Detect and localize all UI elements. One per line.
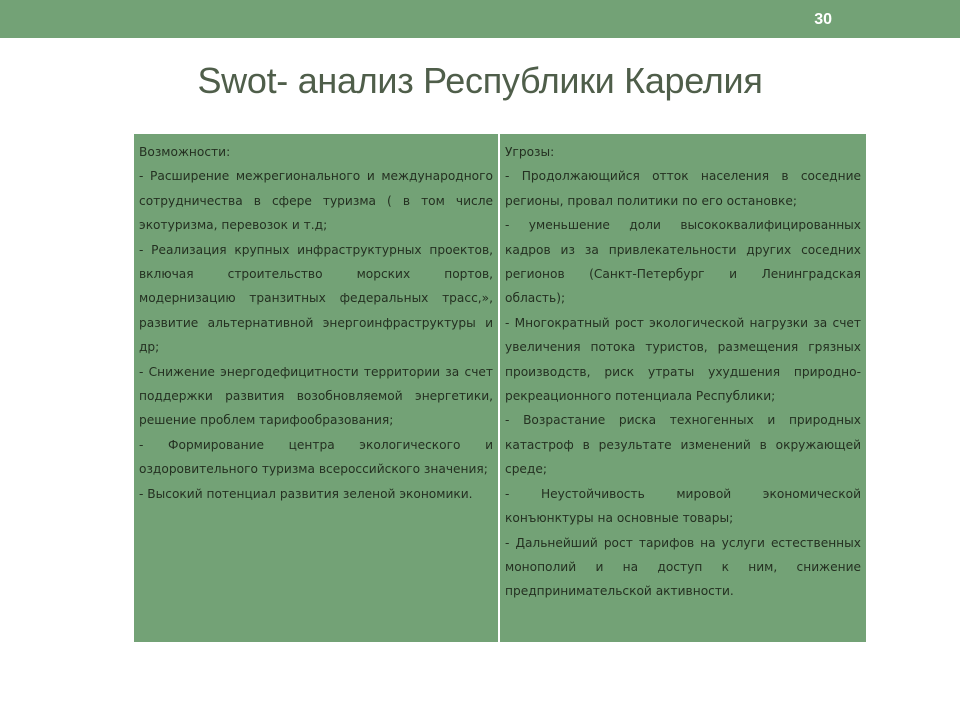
opportunity-item: - Снижение энергодефицитности территории за счет поддержки развития возобновляемой энергетики, решение проблем тарифообразования; [139, 364, 493, 428]
threat-item: - Возрастание риска техногенных и природных катастроф в результате изменений в окружающей среде; [505, 413, 861, 477]
threat-item: - Многократный рост экологической нагрузки за счет увеличения потока туристов, размещения грязных производств, риск утраты ухудшения природно-рекреационного потенциала Республики; [505, 315, 861, 404]
opportunity-item: - Высокий потенциал развития зеленой экономики. [139, 486, 473, 501]
opportunity-item: - Формирование центра экологического и оздоровительного туризма всероссийского значения; [139, 437, 493, 477]
threats-column [500, 134, 866, 642]
threat-item: - Неустойчивость мировой экономической конъюнктуры на основные товары; [505, 486, 861, 526]
threat-item: - Дальнейший рост тарифов на услуги естественных монополий и на доступ к ним, снижение предпринимательской активности. [505, 535, 861, 599]
opportunity-item: - Расширение межрегионального и международного сотрудничества в сфере туризма ( в том числе экотуризма, перевозок и т.д; [139, 169, 493, 233]
opportunities-heading: Возможности: [139, 145, 231, 159]
swot-table [133, 133, 867, 643]
threat-item: - уменьшение доли высококвалифицированных кадров из за привлекательности других соседних регионов (Санкт-Петербург и Ленинградская область); [505, 218, 861, 306]
slide-title: Swot- анализ Республики Карелия [197, 60, 763, 101]
threat-item: - Продолжающийся отток населения в соседние регионы, провал политики по его остановке; [505, 169, 861, 208]
top-bar [0, 0, 960, 38]
opportunity-item: - Реализация крупных инфраструктурных проектов, включая строительство морских портов, модернизацию транзитных федеральных трасс,», развитие альтернативной энергоинфраструктуры и др; [139, 242, 493, 355]
opportunities-column [134, 134, 500, 642]
threats-heading: Угрозы: [505, 145, 555, 159]
slide-number: 30 [814, 11, 832, 28]
